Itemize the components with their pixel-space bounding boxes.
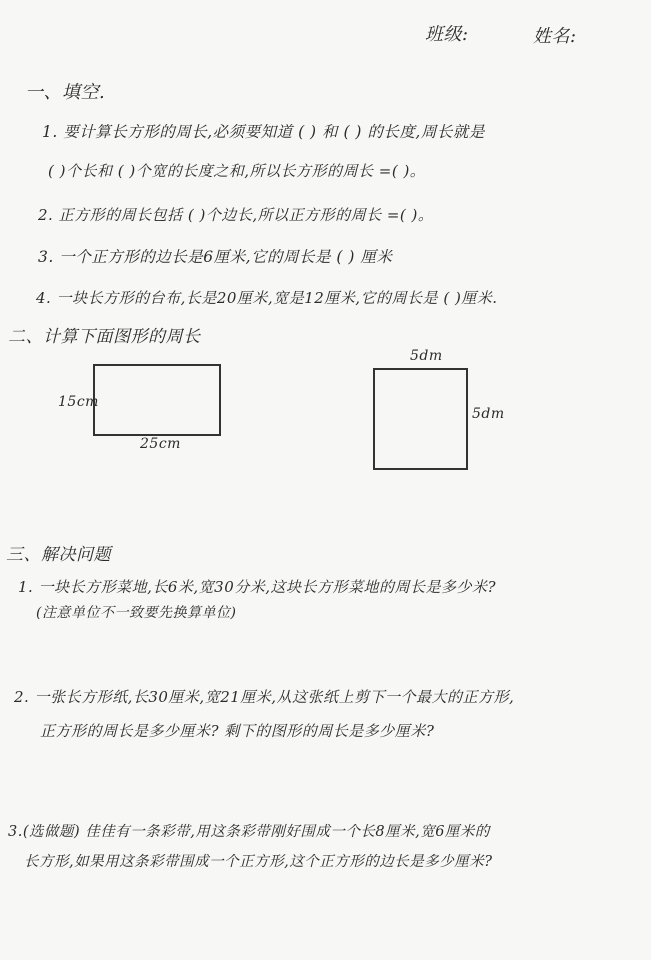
square-side-label: 5dm [472,406,505,422]
q4: 4. 一块长方形的台布,长是20厘米,宽是12厘米,它的周长是 ( )厘米. [36,289,498,307]
rect-height-label: 15cm [58,394,99,410]
square-top-label: 5dm [410,348,443,364]
rect-width-label: 25cm [140,436,181,452]
section3-title: 三、解决问题 [6,545,111,565]
q3: 3. 一个正方形的边长是6厘米,它的周长是 ( ) 厘米 [38,248,393,266]
problem2-line1: 2. 一张长方形纸,长30厘米,宽21厘米,从这张纸上剪下一个最大的正方形, [14,688,515,706]
name-label: 姓名: [533,26,577,47]
problem3-line1: 3.(选做题) 佳佳有一条彩带,用这条彩带刚好围成一个长8厘米,宽6厘米的 [8,824,490,840]
class-label: 班级: [425,24,469,45]
problem1-line1: 1. 一块长方形菜地,长6米,宽30分米,这块长方形菜地的周长是多少米? [18,578,497,596]
square-figure [373,368,468,470]
q1-line1: 1. 要计算长方形的周长,必须要知道 ( ) 和 ( ) 的长度,周长就是 [42,123,485,141]
problem3-line2: 长方形,如果用这条彩带围成一个正方形,这个正方形的边长是多少厘米? [24,854,493,870]
problem1-line2: (注意单位不一致要先换算单位) [36,605,237,621]
q2: 2. 正方形的周长包括 ( )个边长,所以正方形的周长 =( )。 [38,206,434,224]
q1-line2: ( )个长和 ( )个宽的长度之和,所以长方形的周长 =( )。 [48,162,426,180]
section2-title: 二、计算下面图形的周长 [8,327,201,347]
rectangle-figure [93,364,221,436]
problem2-line2: 正方形的周长是多少厘米? 剩下的图形的周长是多少厘米? [40,722,435,740]
section1-title: 一、填空. [25,82,106,103]
